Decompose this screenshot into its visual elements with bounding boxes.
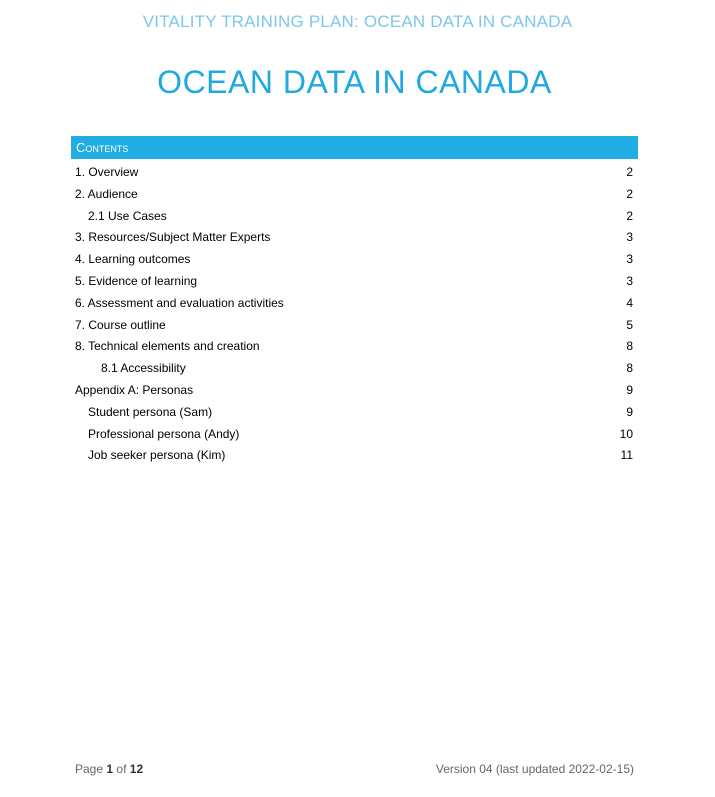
document-title: OCEAN DATA IN CANADA	[157, 64, 552, 100]
toc-entry-student-persona[interactable]	[71, 402, 638, 424]
version-info: Version 04 (last updated 2022-02-15)	[435, 762, 634, 776]
toc-entry-page: 5	[626, 317, 633, 332]
toc-entry-audience[interactable]	[71, 184, 638, 206]
toc-entry-label: 6. Assessment and evaluation activities	[75, 295, 284, 310]
page-prefix: Page	[75, 762, 104, 776]
toc-entry-page: 4	[626, 295, 633, 310]
toc-entry-label: 3. Resources/Subject Matter Experts	[75, 230, 271, 245]
toc-entry-assessment[interactable]	[71, 293, 638, 315]
toc-entry-course-outline[interactable]	[71, 315, 638, 337]
toc-entry-page: 2	[626, 186, 633, 201]
toc-entry-label: 1. Overview	[75, 165, 139, 179]
toc-entry-overview[interactable]	[71, 162, 638, 184]
toc-entry-label: 8.1 Accessibility	[101, 361, 186, 376]
table-of-contents	[71, 162, 638, 467]
toc-entry-label: Professional persona (Andy)	[88, 426, 240, 441]
toc-entry-evidence-of-learning[interactable]	[71, 271, 638, 293]
toc-entry-page: 8	[626, 339, 633, 354]
toc-entry-page: 3	[626, 273, 633, 288]
toc-heading-bar	[71, 136, 638, 159]
toc-entry-label: Student persona (Sam)	[88, 404, 213, 419]
toc-entry-label: 8. Technical elements and creation	[75, 339, 260, 354]
toc-heading: Contents	[76, 140, 129, 155]
page-total: 12	[129, 762, 144, 776]
toc-entry-page: 2	[626, 165, 633, 179]
toc-entry-page: 8	[626, 361, 633, 376]
page-of: of	[116, 762, 127, 776]
toc-entry-label: Job seeker persona (Kim)	[88, 448, 226, 463]
toc-entry-page: 9	[626, 404, 633, 419]
toc-entry-resources[interactable]	[71, 227, 638, 249]
toc-entry-page: 9	[626, 382, 633, 397]
toc-entry-label: Appendix A: Personas	[75, 382, 194, 397]
toc-entry-accessibility[interactable]	[71, 358, 638, 380]
toc-entry-page: 10	[619, 426, 633, 441]
toc-entry-label: 2. Audience	[75, 186, 138, 201]
toc-entry-use-cases[interactable]	[71, 206, 638, 228]
toc-entry-label: 2.1 Use Cases	[88, 208, 167, 223]
toc-entry-label: 5. Evidence of learning	[75, 273, 198, 288]
toc-entry-label: 4. Learning outcomes	[75, 252, 191, 267]
toc-entry-page: 3	[626, 252, 633, 267]
running-header: VITALITY TRAINING PLAN: OCEAN DATA IN CANADA	[142, 12, 573, 31]
toc-entry-technical-elements[interactable]	[71, 336, 638, 358]
toc-entry-label: 7. Course outline	[75, 317, 166, 332]
toc-entry-page: 11	[620, 448, 633, 463]
page-number	[75, 762, 143, 776]
toc-entry-professional-persona[interactable]	[71, 424, 638, 446]
toc-entry-learning-outcomes[interactable]	[71, 249, 638, 271]
toc-entry-appendix-personas[interactable]	[71, 380, 638, 402]
toc-entry-page: 2	[626, 208, 633, 223]
toc-entry-page: 3	[626, 230, 633, 245]
page-current: 1	[106, 762, 114, 776]
toc-entry-job-seeker-persona[interactable]	[71, 445, 638, 467]
